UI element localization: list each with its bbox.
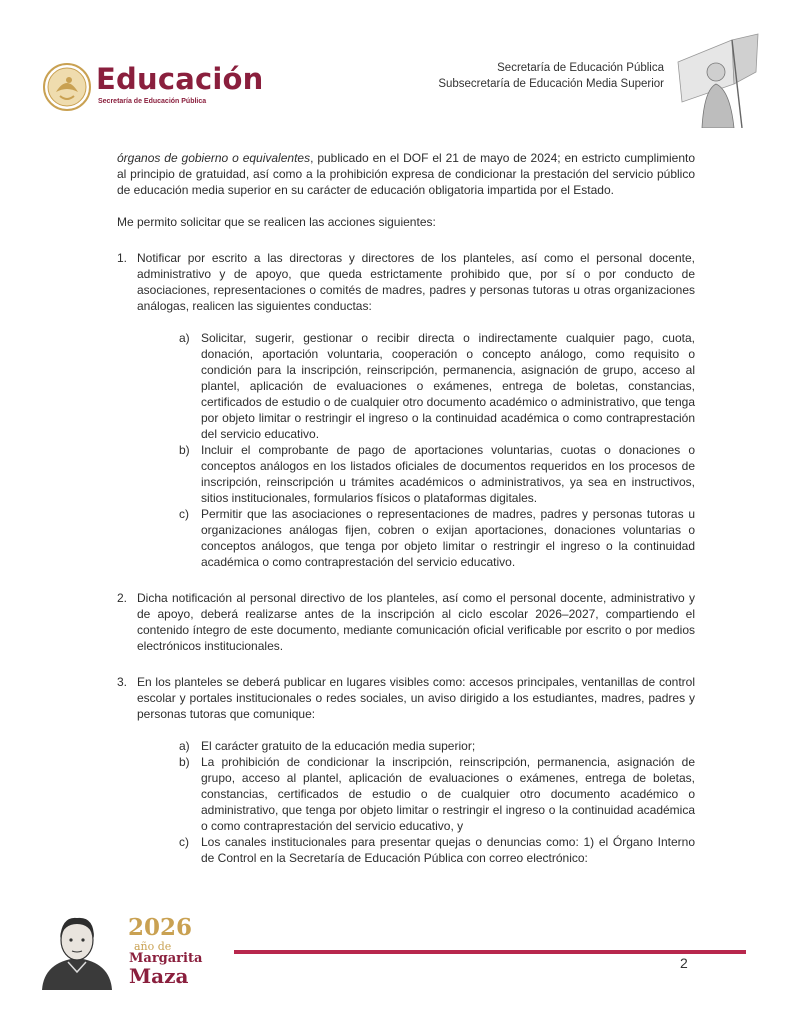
heroine-flag-illustration bbox=[672, 32, 764, 128]
ano-de-label: año de bbox=[134, 940, 172, 953]
sub-letter: b) bbox=[179, 755, 190, 769]
brand-subtitle: Secretaría de Educación Pública bbox=[98, 98, 207, 105]
intro-paragraph bbox=[117, 150, 695, 198]
sub-letter: c) bbox=[179, 507, 189, 521]
footer-divider bbox=[234, 950, 746, 954]
numbered-item-2 bbox=[117, 590, 695, 654]
item-number: 3. bbox=[117, 675, 128, 689]
sub-item-text: Solicitar, sugerir, gestionar o recibir directa o indirectamente cualquier pago, cuota, donación, aportación voluntaria, cooperación o concepto análogo, como requisito o condición para la inscripción, reinscripción, permanencia, asignación de grupo, acceso al plantel, aplicación de evaluaciones o exámenes, entrega de boletas, constancias, certificados de estudio o de cualquier otro documento académico o administrativo, que tenga por objeto limitar o restringir el ingreso o la continuidad académica o como contraprestación del servicio educativo. bbox=[201, 331, 695, 441]
header-line-secretaria: Secretaría de Educación Pública bbox=[497, 62, 664, 74]
item-number: 2. bbox=[117, 591, 128, 605]
margarita-maza-2026-logo bbox=[36, 910, 206, 990]
intro-italic: órganos de gobierno o equivalentes bbox=[117, 151, 311, 165]
sub-list bbox=[179, 738, 695, 866]
intro-text: , publicado en el DOF el 21 de mayo de 2024; en estricto cumplimiento al principio de gratuidad, así como a la prohibición expresa de condicionar la prestación del servicio público de educación media superior en su carácter de educación obligatoria impartida por el Estado. bbox=[117, 151, 696, 197]
sub-letter: b) bbox=[179, 443, 190, 457]
sub-item-c bbox=[179, 506, 695, 570]
brand-name: Educación bbox=[96, 62, 264, 96]
sub-item-text: Los canales institucionales para presentar quejas o denuncias como: 1) el Órgano Interno de Control en la Secretaría de Educación Pública con correo electrónico: bbox=[201, 835, 695, 865]
sub-item-b bbox=[179, 442, 695, 506]
sub-list bbox=[179, 330, 695, 570]
page-number: 2 bbox=[680, 955, 688, 971]
mexico-coat-of-arms-icon bbox=[42, 62, 92, 112]
item-number: 1. bbox=[117, 251, 128, 265]
sub-item-text: El carácter gratuito de la educación media superior; bbox=[201, 739, 476, 753]
sub-item-c bbox=[179, 834, 695, 866]
sub-item-text: Incluir el comprobante de pago de aportaciones voluntarias, cuotas o donaciones o conceptos análogos en los listados oficiales de documentos requeridos en los procesos de inscripción, reinscripción u trámites académicos o administrativos, ya sea en instructivos, sitios institucionales, formularios físicos o plataformas digitales. bbox=[201, 443, 695, 505]
request-paragraph: Me permito solicitar que se realicen las acciones siguientes: bbox=[117, 215, 436, 229]
item-text: Notificar por escrito a las directoras y directores de los planteles, así como el personal docente, administrativo y de apoyo, que queda estrictamente prohibido que, por sí o por conducto de asociaciones, representaciones o comités de madres, padres y personas tutoras u otras organizaciones análogas, realicen las siguientes conductas: bbox=[137, 251, 695, 313]
margarita-maza-portrait-icon bbox=[36, 910, 118, 990]
item-text: En los planteles se deberá publicar en lugares visibles como: accesos principales, ventanillas de control escolar y portales institucionales o redes sociales, un aviso dirigido a los estudiantes, madres, padres y personas tutoras que comunique: bbox=[137, 675, 695, 721]
sub-item-a bbox=[179, 738, 695, 754]
numbered-item-3 bbox=[117, 674, 695, 866]
item-text: Dicha notificación al personal directivo de los planteles, así como el personal docente, administrativo y de apoyo, deberá realizarse antes de la inscripción al ciclo escolar 2026–2027, compartiendo el contenido íntegro de este documento, mediante comunicación oficial verificable por escrito o por medios electrónicos institucionales. bbox=[137, 591, 695, 653]
educacion-logo bbox=[42, 62, 282, 112]
letter-body bbox=[117, 150, 695, 866]
sub-item-text: La prohibición de condicionar la inscripción, reinscripción, permanencia, asignación de grupo, acceso al plantel, aplicación de evaluaciones o exámenes, entrega de boletas, constancias, certificados de estudio o de cualquier otro documento académico o administrativo, que tenga por objeto limitar o restringir el ingreso o la continuidad académica o como contraprestación del servicio educativo, y bbox=[201, 755, 695, 833]
header-agency bbox=[438, 60, 664, 92]
sub-letter: a) bbox=[179, 331, 190, 345]
sub-item-text: Permitir que las asociaciones o representaciones de madres, padres y personas tutoras u organizaciones análogas fijen, cobren o exijan aportaciones, donaciones voluntarias o conceptos análogos, que tenga por objeto limitar o restringir el ingreso o la continuidad académica o como contraprestación del servicio educativo. bbox=[201, 507, 695, 569]
numbered-item-1 bbox=[117, 250, 695, 570]
sub-letter: c) bbox=[179, 835, 189, 849]
name-maza: Maza bbox=[129, 964, 189, 988]
sub-item-a bbox=[179, 330, 695, 442]
sub-item-b bbox=[179, 754, 695, 834]
name-margarita: Margarita bbox=[129, 951, 203, 966]
year-label: 2026 bbox=[128, 914, 193, 941]
sub-letter: a) bbox=[179, 739, 190, 753]
header-line-subsecretaria: Subsecretaría de Educación Media Superior bbox=[438, 78, 664, 90]
